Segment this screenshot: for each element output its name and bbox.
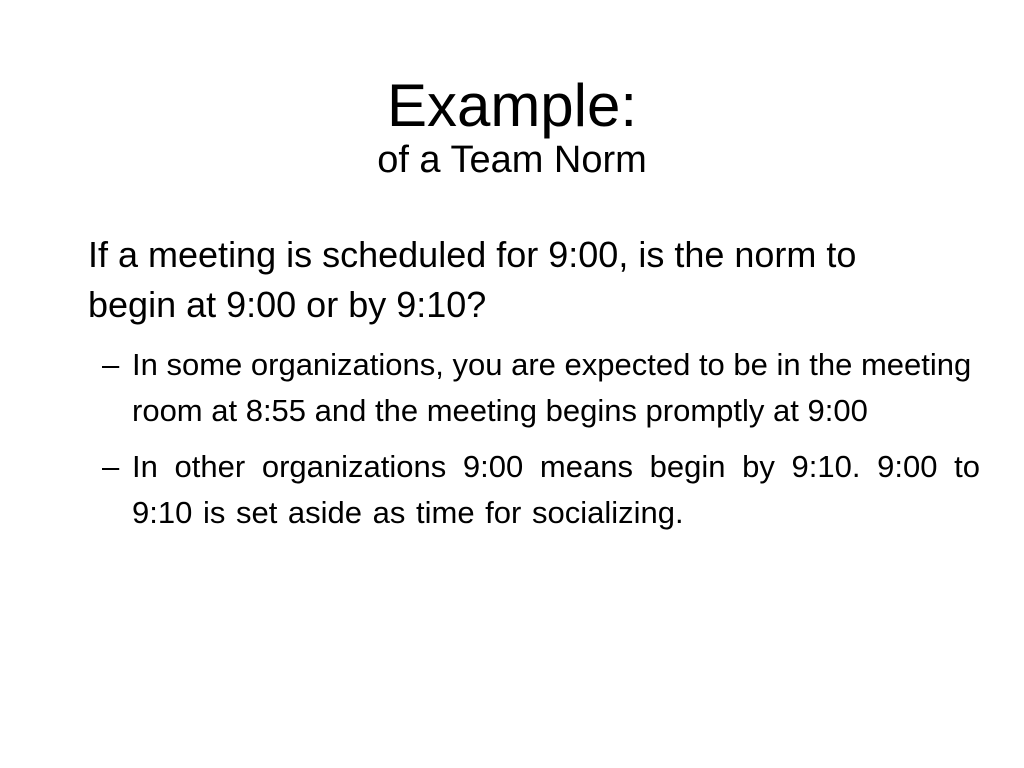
slide-body xyxy=(88,230,980,536)
bullet-item-1 xyxy=(88,342,980,434)
title-block xyxy=(0,70,1024,182)
bullet-item-2 xyxy=(88,444,980,536)
bullet-text-1: In some organizations, you are expected to be in the meeting room at 8:55 and the meeting begins promptly at 9:00 xyxy=(132,347,972,428)
lead-paragraph: If a meeting is scheduled for 9:00, is the norm to begin at 9:00 or by 9:10? xyxy=(88,234,857,325)
bullet-text-2: In other organizations 9:00 means begin by 9:10. 9:00 to 9:10 is set aside as time for socializing. xyxy=(132,449,980,530)
dash-bullet-marker: – xyxy=(102,449,120,484)
dash-bullet-marker: – xyxy=(102,347,120,382)
slide-subtitle: of a Team Norm xyxy=(377,139,647,181)
slide-title: Example: xyxy=(386,72,638,139)
